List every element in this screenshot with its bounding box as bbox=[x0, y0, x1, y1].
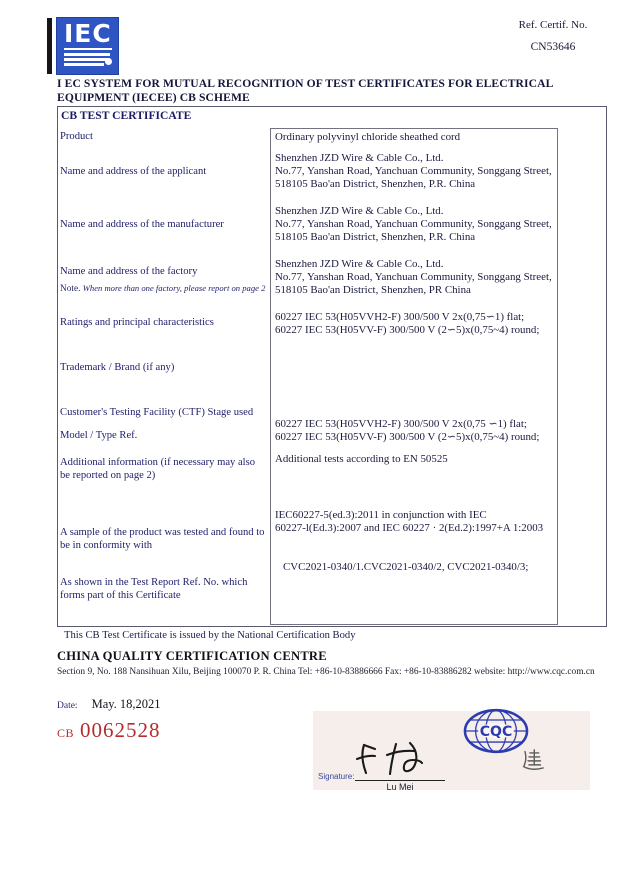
iec-logo-text: IEC bbox=[64, 19, 112, 48]
ncb-name: CHINA QUALITY CERTIFICATION CENTRE bbox=[57, 649, 327, 663]
cb-number: 0062528 bbox=[80, 718, 161, 742]
signature-label: Signature: bbox=[318, 772, 355, 781]
value-applicant: Shenzhen JZD Wire & Cable Co., Ltd. No.77, Yanshan Road, Yanchuan Community, Songgang Street, 518105 Bao'an District, Shenzhen, P.R. China bbox=[275, 152, 552, 191]
value-ratings: 60227 IEC 53(H05VVH2-F) 300/500 V 2x(0,75∽1) flat; 60227 IEC 53(H05VV-F) 300/500 V (2∽5)x(0,75~4) round; bbox=[275, 311, 540, 337]
date-value: May. 18,2021 bbox=[91, 697, 161, 711]
label-conformity: A sample of the product was tested and found to be in conformity with bbox=[60, 527, 265, 551]
iec-logo bbox=[56, 17, 119, 75]
label-model-type-ref: Model / Type Ref. bbox=[60, 430, 138, 441]
value-additional-info: Additional tests according to EN 50525 bbox=[275, 453, 448, 465]
factory-note-text: When more than one factory, please report on page 2 bbox=[82, 283, 266, 293]
label-ctf-stage: Customer's Testing Facility (CTF) Stage used bbox=[60, 407, 254, 418]
handwritten-signature-icon bbox=[350, 739, 442, 779]
ref-certif-number: CN53646 bbox=[530, 41, 576, 53]
label-factory: Name and address of the factory bbox=[60, 266, 198, 277]
value-product: Ordinary polyvinyl chloride sheathed cord bbox=[275, 131, 461, 143]
value-factory: Shenzhen JZD Wire & Cable Co., Ltd. No.77, Yanshan Road, Yanchuan Community, Songgang Street, 518105 Bao'an District, Shenzhen, PR China bbox=[275, 258, 552, 297]
iec-logo-bar bbox=[47, 18, 52, 74]
cb-prefix: CB bbox=[57, 726, 75, 740]
certificate-value-box bbox=[270, 128, 558, 625]
label-product: Product bbox=[60, 131, 93, 142]
value-conformity: IEC60227-5(ed.3):2011 in conjunction with IEC 60227-l(Ed.3):2007 and IEC 60227 · 2(Ed.2):1997+A 1:2003 bbox=[275, 509, 544, 535]
label-additional-info: Additional information (if necessary may also be reported on page 2) bbox=[60, 457, 256, 481]
cqc-logo bbox=[462, 708, 530, 754]
certificate-title: CB TEST CERTIFICATE bbox=[61, 109, 192, 122]
ncb-address: Section 9, No. 188 Nansihuan Xilu, Beijing 100070 P. R. China Tel: +86-10-83886666 Fax: +86-10-83886282 website: http://www.cqc.com.cn bbox=[57, 667, 595, 677]
scheme-title: I EC SYSTEM FOR MUTUAL RECOGNITION OF TEST CERTIFICATES FOR ELECTRICAL EQUIPMENT (IECEE) CB SCHEME bbox=[57, 77, 553, 104]
jian-character-stamp-icon bbox=[521, 748, 544, 772]
ref-certif-label: Ref. Certif. No. bbox=[518, 19, 588, 31]
signatory-name: Lu Mei bbox=[386, 782, 414, 792]
label-ratings: Ratings and principal characteristics bbox=[60, 317, 214, 328]
label-applicant: Name and address of the applicant bbox=[60, 166, 207, 177]
date-label: Date: bbox=[57, 701, 78, 711]
cqc-logo-text: CQC bbox=[479, 724, 513, 741]
signature-line bbox=[355, 780, 445, 781]
iec-logo-stripes bbox=[64, 53, 110, 66]
issued-by-note: This CB Test Certificate is issued by the National Certification Body bbox=[64, 630, 356, 641]
date-row bbox=[57, 695, 161, 713]
label-test-report-ref: As shown in the Test Report Ref. No. which forms part of this Certificate bbox=[60, 577, 248, 601]
factory-note bbox=[60, 283, 275, 294]
iec-logo-dot bbox=[105, 58, 112, 65]
factory-note-word: Note. bbox=[60, 284, 81, 294]
value-manufacturer: Shenzhen JZD Wire & Cable Co., Ltd. No.77, Yanshan Road, Yanchuan Community, Songgang Street, 518105 Bao'an District, Shenzhen, P.R. China bbox=[275, 205, 552, 244]
value-model-type-ref: 60227 IEC 53(H05VVH2-F) 300/500 V 2x(0,75 ∽1) flat; 60227 IEC 53(H05VV-F) 300/500 V (2∽5)x(0,75~4) round; bbox=[275, 418, 540, 444]
label-trademark: Trademark / Brand (if any) bbox=[60, 362, 175, 373]
cb-certificate-number bbox=[57, 718, 161, 743]
value-test-report-ref: CVC2021-0340/1.CVC2021-0340/2, CVC2021-0340/3; bbox=[283, 561, 529, 573]
label-manufacturer: Name and address of the manufacturer bbox=[60, 219, 224, 230]
